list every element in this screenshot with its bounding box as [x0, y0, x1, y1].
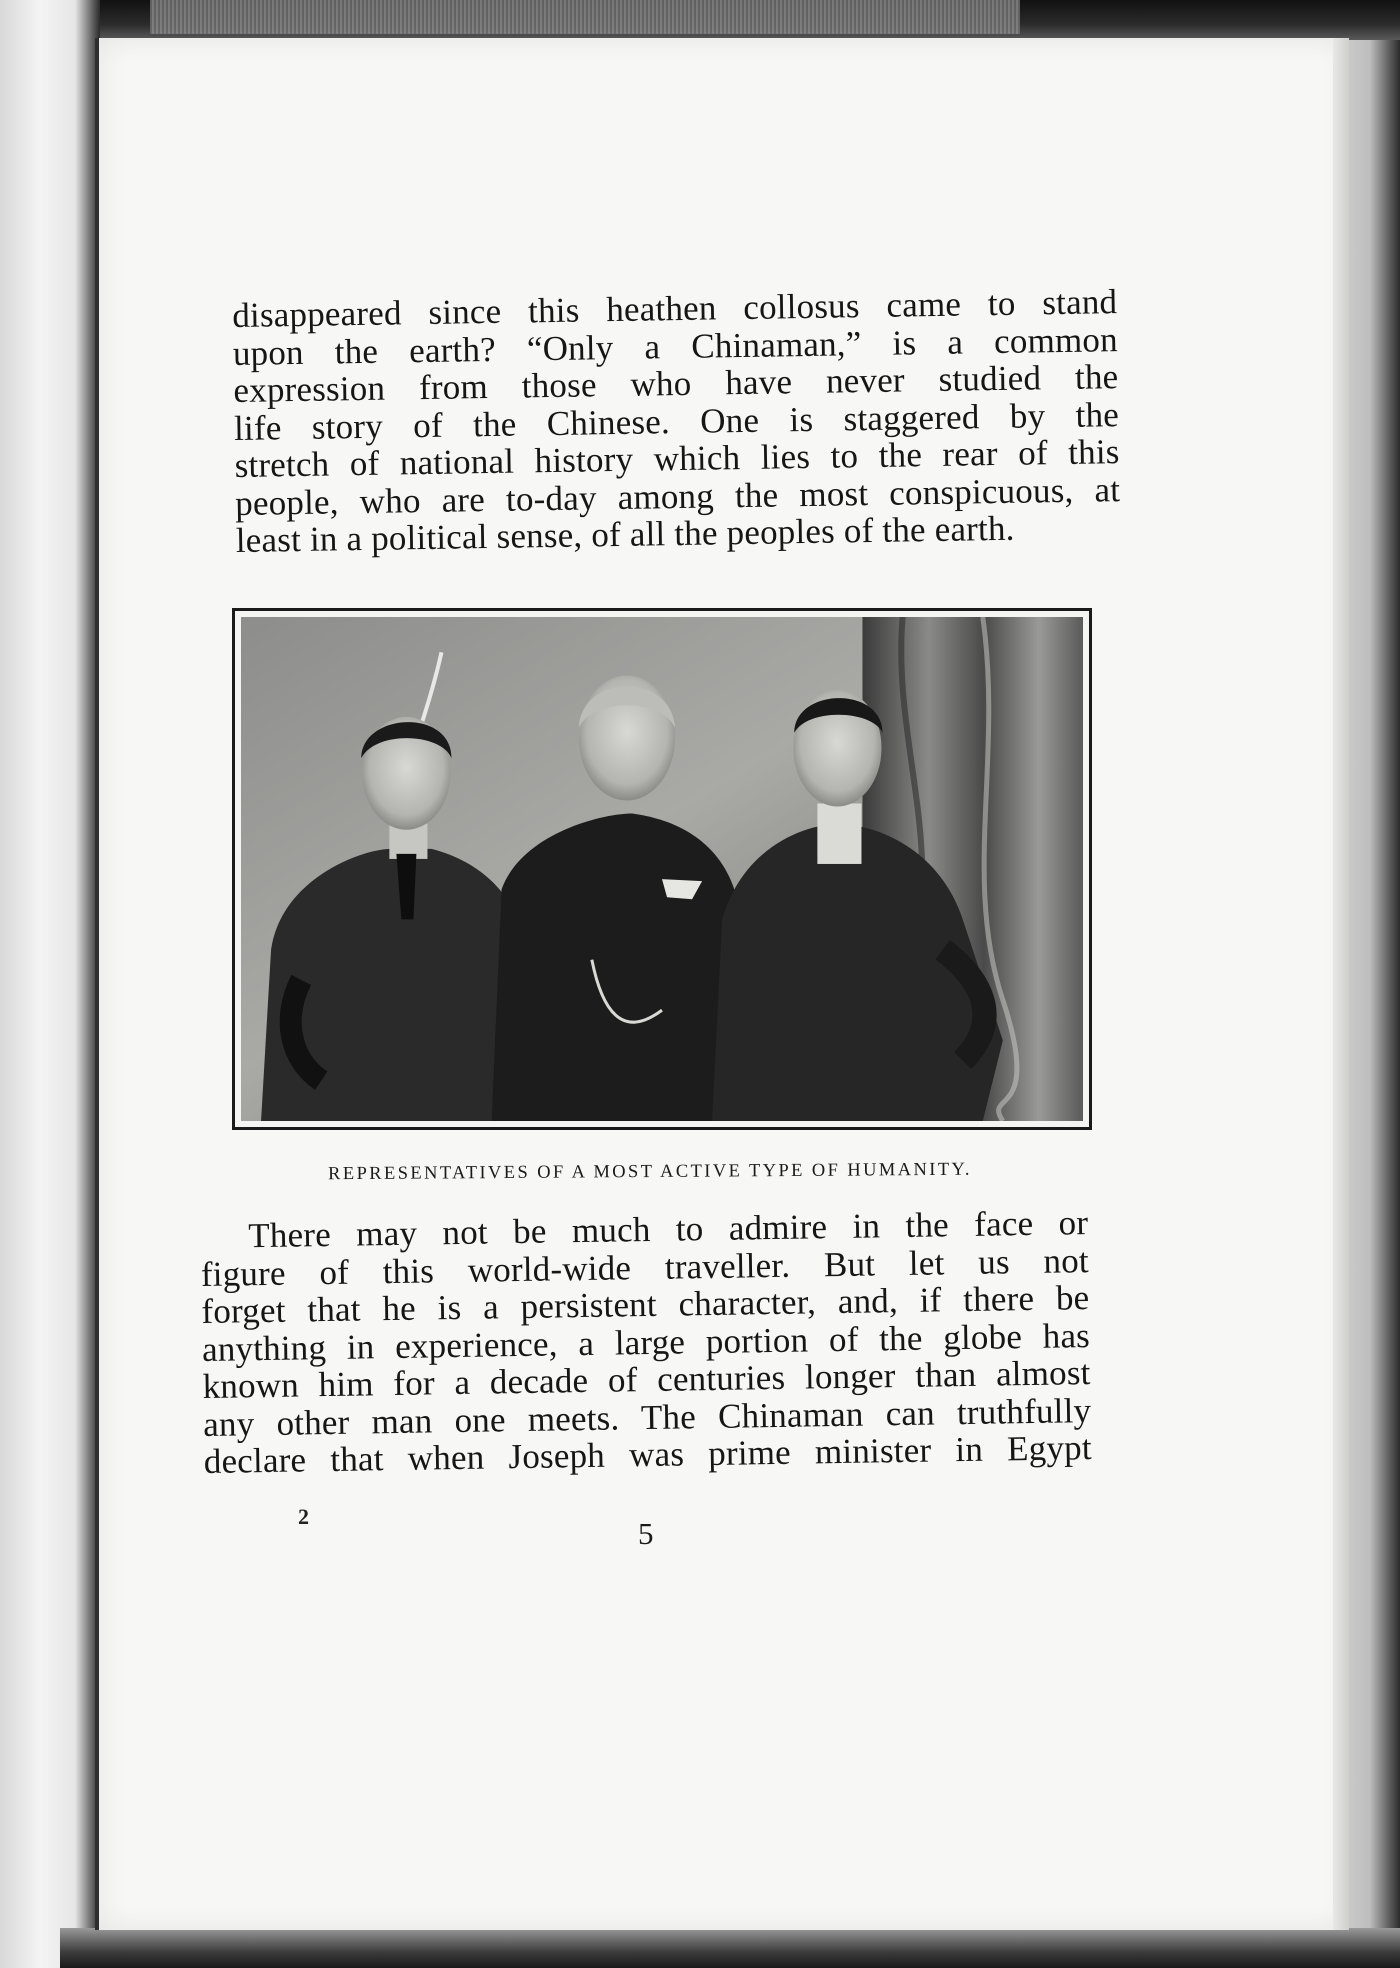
signature-mark: 2	[298, 1504, 309, 1529]
text-line: declare that when Joseph was prime minister in Egypt	[203, 1428, 1093, 1481]
paragraph-top	[232, 283, 1121, 559]
text-line: least in a political sense, of all the peoples of the earth.	[235, 508, 1015, 560]
text-line: any other man one meets. The Chinaman can truthfully	[202, 1390, 1092, 1444]
text-line: figure of this world-wide traveller. But let us not	[200, 1240, 1090, 1294]
text-line: forget that he is a persistent character, and, if there be	[201, 1278, 1090, 1331]
page-number: 5	[638, 1516, 654, 1551]
scan-bottom-background	[60, 1928, 1400, 1968]
photograph-three-men	[232, 608, 1092, 1130]
photograph-image	[241, 617, 1083, 1121]
book-cover-cloth	[150, 0, 1020, 34]
text-line: people, who are to-day among the most conspicuous, at	[234, 469, 1121, 523]
text-line: stretch of national history which lies to the rear of this	[234, 432, 1120, 485]
photo-caption: REPRESENTATIVES OF A MOST ACTIVE TYPE OF HUMANITY.	[328, 1159, 972, 1185]
text-line: known him for a decade of centuries longer than almost	[202, 1353, 1091, 1406]
text-line: life story of the Chinese. One is staggered by the	[233, 394, 1120, 448]
scan-left-background	[0, 0, 100, 1968]
scan-right-background	[1340, 40, 1400, 1968]
text-line: upon the earth? “Only a Chinaman,” is a common	[232, 319, 1119, 373]
text-line: There may not be much to admire in the face or	[247, 1203, 1089, 1256]
page-edge	[1333, 38, 1349, 1930]
text-line: expression from those who have never studied the	[233, 357, 1119, 410]
text-line: disappeared since this heathen collosus came to stand	[231, 282, 1118, 335]
paragraph-bottom	[200, 1204, 1092, 1480]
text-line: anything in experience, a large portion of the globe has	[201, 1315, 1091, 1369]
